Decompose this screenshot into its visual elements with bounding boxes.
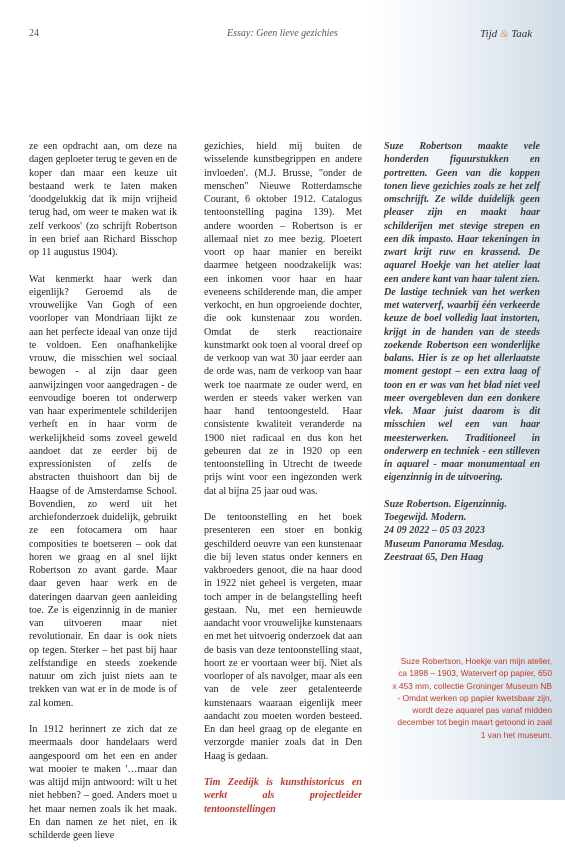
- exhibition-venue: Museum Panorama Mesdag.: [384, 538, 505, 550]
- exhibition-address: Zeestraat 65, Den Haag: [384, 551, 484, 563]
- section-title: Essay: Geen lieve gezichies: [227, 28, 338, 39]
- paragraph: gezichies, hield mij buiten de wisselende kunstbegrippen en andere invloeden'. (M.J. Brusse, "onder de menschen" Nieuwe Rotterdamsche Courant, 6 oktober 1912. Catalogus tentoonstelling pagina 139). Met andere woorden – Robertson is er allemaal niet zo mee bezig. Ploetert voort op haar manier en bereikt daarmee hetgeen noodzakelijk was: een inkomen voor haar en haar eveneens schilderende man, die amper verkocht, en hun opgroeiende dochter, die ook kunstenaar zou worden. Omdat de sterk reactionaire kunstmarkt ook toen al vooral dreef op de verkoop van wat 30 jaar eerder aan de orde was, nam de verkoop van haar werk toe naarmate ze ouder werd, en werden er steeds vaker werken van haar hand tentoongesteld. Haar consistente kwaliteit veranderde na 1900 niet radicaal en dus kon het gebeuren dat ze in 1920 op een tentoonstelling in Utrecht de tweede prijs wint voor een ingezonden werk dat al bijna 25 jaar oud was.: [204, 141, 362, 497]
- article-column-1: [29, 140, 177, 856]
- exhibition-info: [384, 498, 540, 564]
- paragraph: De tentoonstelling en het boek presenteren een stoer en bonkig geschilderd oeuvre van een kunstenaar die bij leven status onder kenners en vakbroeders genoot, die na haar dood in 1922 niet geheel is vergeten, maar toch amper in de belangstelling heeft gestaan. Nu, met een hernieuwde aandacht voor vrouwelijke kunstenaars en met het uitvoerig onderzoek dat aan de basis van deze tentoonstelling staat, hoort ze er voortaan weer bij. Niet als voorloper of als navolger, maar als een van de vele zeer getalenteerde kunstenaars waaraan eigenlijk meer aandacht zou moeten worden besteed. En dan heel graag op de elegante en verzorgde manier zoals dat in Den Haag is gedaan.: [204, 512, 362, 762]
- exhibition-title: Suze Robertson. Eigenzinnig.: [384, 498, 507, 510]
- brand-part2: Taak: [511, 28, 533, 40]
- article-column-2: [204, 140, 362, 829]
- magazine-brand: [480, 28, 532, 40]
- exhibition-dates: 24 09 2022 – 05 03 2023: [384, 525, 485, 537]
- image-caption: Suze Robertson, Hoekje van mijn atelier, ca 1898 – 1903, Waterverf op papier, 650 x 453 mm, collectie Groninger Museum NB - Omdat werken op papier kwetsbaar zijn, wordt deze aquarel pas vanaf midden december tot begin maart getoond in zaal 1 van het museum.: [392, 656, 552, 740]
- brand-ampersand: &: [499, 28, 509, 40]
- paragraph: ze een opdracht aan, om deze na dagen geploeter terug te geven en de koper dan maar een keuze uit bestaand werk te laten maken 'doodgelukkig dat ik mijn vrijheid terug had, om weer te maken wat ik zelf verkoos' (zo schrijft Robertson in een brief aan Richard Bisschop op 11 augustus 1904).: [29, 141, 177, 258]
- brand-part1: Tijd: [480, 28, 498, 40]
- sidebar-column: [384, 140, 540, 564]
- page-header: [0, 28, 565, 48]
- sidebar-paragraph: Suze Robertson maakte vele honderden figuurstukken en portretten. Geen van die koppen tonen lieve gezichies zoals ze het zelf omschrijft. Ze wilde duidelijk geen pleaser zijn en maakt haar schilderijen met stevige strepen en een dik impasto. Haar tekeningen in zwart krijt ruw en krassend. De aquarel Hoekje van het atelier laat een andere kant van haar talent zien. De lastige techniek van het werken met waterverf, waarbij één verkeerde keuze de boel volledig laat instorten, krijgt in de handen van de steeds zoekende Robertson een wonderlijke balans. Hier is ze op het allerlaatste moment gestopt – een extra laag of toon en er was van het blad niet veel meer overgebleven dan een donkere vlek. Maar juist daarom is dit misschien wel een van haar meesterwerken. Traditioneel in onderwerp en techniek - een stilleven in aquarel - maar monumentaal en eigenzinnig in de uitvoering.: [384, 141, 540, 484]
- paragraph: Wat kenmerkt haar werk dan eigenlijk? Geroemd als de vrouwelijke Van Gogh of een voorloper van Mondriaan lijkt ze aan het perfecte ideaal van onze tijd te voldoen. Een onafhankelijke vrouw, die misschien wel sociaal bewogen - al zijn daar geen aanwijzingen voor aangedragen - de eenvoudige boeren tot onderwerp van haar experimentele schilderijen verheft en in haar vorm de werkelijkheid soms zoveel geweld aandoet dat ze eerder bij de expressionisten of zelfs de abstracten thuishoort dan bij de Haagse of de Amsterdamse School. Bovendien, zo werd uit het archiefonderzoek duidelijk, gebruikt ze een fotocamera om haar composities te boetseren – ook dat horen we graag en al snel lijkt Robertson zo avant garde. Maar daar geven haar werk en de dateringen daarvan geen aanleiding toe. Ze is eigenzinnig in de manier van uitvoeren maar niet revolutionair. En daar is ook niets op tegen. Sterker – het past bij haar zelfstandige en steeds zoekende natuur om zich juist niets aan te trekken van wat er in de mode is of zal komen.: [29, 273, 177, 709]
- author-byline: Tim Zeedijk is kunsthistoricus en werkt als projectleider tentoonstellingen: [204, 777, 362, 815]
- paragraph: In 1912 herinnert ze zich dat ze meermaals door handelaars werd aangespoord om het een en ander wat mooier te maken '…maar dan was altijd mijn antwoord: wilt u het niet hebben? – goed. Anders moet u het maar nemen zoals ik het maak. En dan namen ze het niet, en ik schilderde geen lieve: [29, 724, 177, 841]
- exhibition-subtitle: Toegewijd. Modern.: [384, 512, 467, 523]
- page-number: 24: [29, 28, 39, 39]
